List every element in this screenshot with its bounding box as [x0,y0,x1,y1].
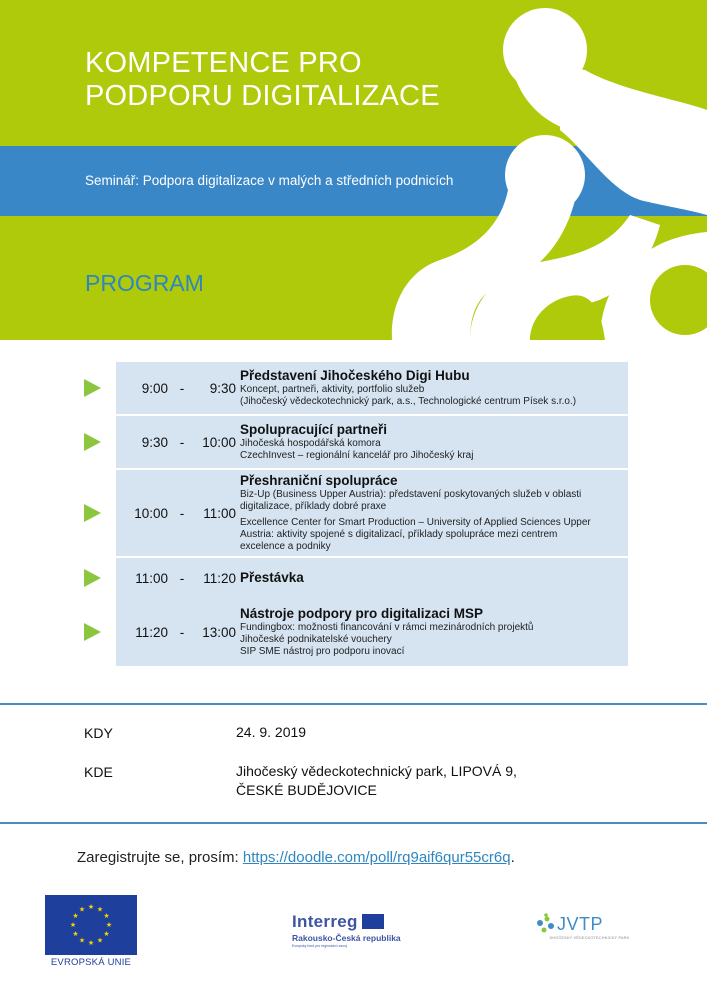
session-title: Spolupracující partneři [240,422,388,437]
svg-text:★: ★ [78,905,86,914]
session-detail: SIP SME nástroj pro podporu inovací [240,646,405,657]
page-title [85,47,440,113]
registration-line [77,849,515,866]
session-content [236,468,628,558]
time-range [116,381,236,396]
session-content [236,417,628,467]
start-time: 9:30 [141,434,168,450]
where-line-1: Jihočeský vědeckotechnický park, LIPOVÁ 9, [236,763,517,779]
when-label: KDY [84,725,113,741]
time-dash: - [179,380,185,396]
svg-text:★: ★ [69,921,77,929]
end-time: 11:20 [203,570,236,586]
svg-text:★: ★ [96,936,104,945]
interreg-logo [292,912,417,948]
start-time: 11:00 [135,570,168,586]
registration-prefix: Zaregistrujte se, prosím: [77,849,243,866]
session-detail: Jihočeská hospodářská komora [240,438,381,449]
program-heading: PROGRAM [85,270,204,296]
registration-suffix: . [510,849,515,866]
play-arrow-icon [84,569,101,587]
jvtp-molecule-icon [535,913,557,935]
start-time: 11:20 [135,624,168,640]
registration-link[interactable]: https://doodle.com/poll/rq9aif6qur55cr6q [242,849,511,866]
where-label: KDE [84,764,113,780]
where-value [236,762,517,800]
session-detail: Fundingbox: možnosti financování v rámci mezinárodních projektů [240,622,534,633]
schedule-row [116,470,628,556]
jvtp-wordmark: JVTP [557,913,604,934]
schedule-row [116,598,628,666]
session-content [236,565,628,591]
time-dash: - [179,434,185,450]
start-time: 9:00 [141,380,168,396]
end-time: 11:00 [203,505,236,521]
title-line-1: KOMPETENCE PRO [85,47,362,79]
top-divider [0,703,707,705]
time-dash: - [179,570,185,586]
where-line-2: ČESKÉ BUDĚJOVICE [236,782,377,798]
svg-text:★: ★ [78,936,86,945]
time-range [116,571,236,586]
time-dash: - [179,505,185,521]
eu-flag-small-icon [362,914,384,929]
header-banner [0,0,707,340]
end-time: 13:00 [202,624,236,640]
eu-flag-icon [45,895,137,955]
svg-text:★: ★ [103,930,110,938]
session-title: Představení Jihočeského Digi Hubu [240,368,470,383]
session-detail: (Jihočeský vědeckotechnický park, a.s., Technologické centrum Písek s.r.o.) [240,396,577,407]
program-schedule [116,362,628,668]
jvtp-logo [535,913,650,940]
time-dash: - [179,624,185,640]
jvtp-subtitle: JIHOČESKÝ VĚDECKOTECHNICKÝ PARK [549,936,630,940]
session-title: Přestávka [240,570,304,585]
session-detail: Excellence Center for Smart Production – University of Applied Sciences Upper [240,517,591,528]
session-detail: Jihočeské podnikatelské vouchery [240,634,392,645]
schedule-row [116,416,628,468]
svg-text:★: ★ [87,939,95,947]
end-time: 9:30 [209,380,236,396]
session-title: Nástroje podpory pro digitalizaci MSP [240,606,484,621]
schedule-row [116,362,628,414]
when-value: 24. 9. 2019 [236,724,307,740]
bottom-divider [0,822,707,824]
session-detail: Biz-Up (Business Upper Austria): představení poskytovaných služeb v oblasti [240,489,582,500]
session-content [236,601,628,663]
svg-text:★: ★ [105,921,113,929]
svg-text:★: ★ [72,930,79,938]
session-detail: CzechInvest – regionální kancelář pro Jihočeský kraj [240,450,474,461]
start-time: 10:00 [134,505,168,521]
seminar-subtitle: Seminář: Podpora digitalizace v malých a středních podnicích [85,173,454,188]
play-arrow-icon [84,433,101,451]
session-detail: Koncept, partneři, aktivity, portfolio služeb [240,384,425,395]
play-arrow-icon [84,504,101,522]
play-arrow-icon [84,379,101,397]
session-detail: digitalizace, příklady dobré praxe [240,501,387,512]
schedule-row [116,558,628,598]
svg-text:★: ★ [87,903,95,911]
eu-logo [45,895,137,968]
time-range [116,435,236,450]
interreg-tagline: Evropský fond pro regionální rozvoj [292,944,347,948]
svg-text:★: ★ [103,912,110,920]
session-detail: excelence a podniky [240,541,331,552]
time-range [116,506,236,521]
interreg-wordmark: Interreg [292,912,358,931]
svg-text:★: ★ [72,912,79,920]
end-time: 10:00 [202,434,236,450]
session-title: Přeshraniční spolupráce [240,473,398,488]
session-detail: Austria: aktivity spojené s digitalizací, příklady spolupráce mezi centrem [240,529,558,540]
play-arrow-icon [84,623,101,641]
interreg-subtitle: Rakousko-Česká republika [292,933,401,943]
svg-text:★: ★ [96,905,104,914]
session-content [236,363,628,413]
eu-label: EVROPSKÁ UNIE [50,957,132,968]
time-range [116,625,236,640]
title-line-2: PODPORU DIGITALIZACE [85,80,440,112]
